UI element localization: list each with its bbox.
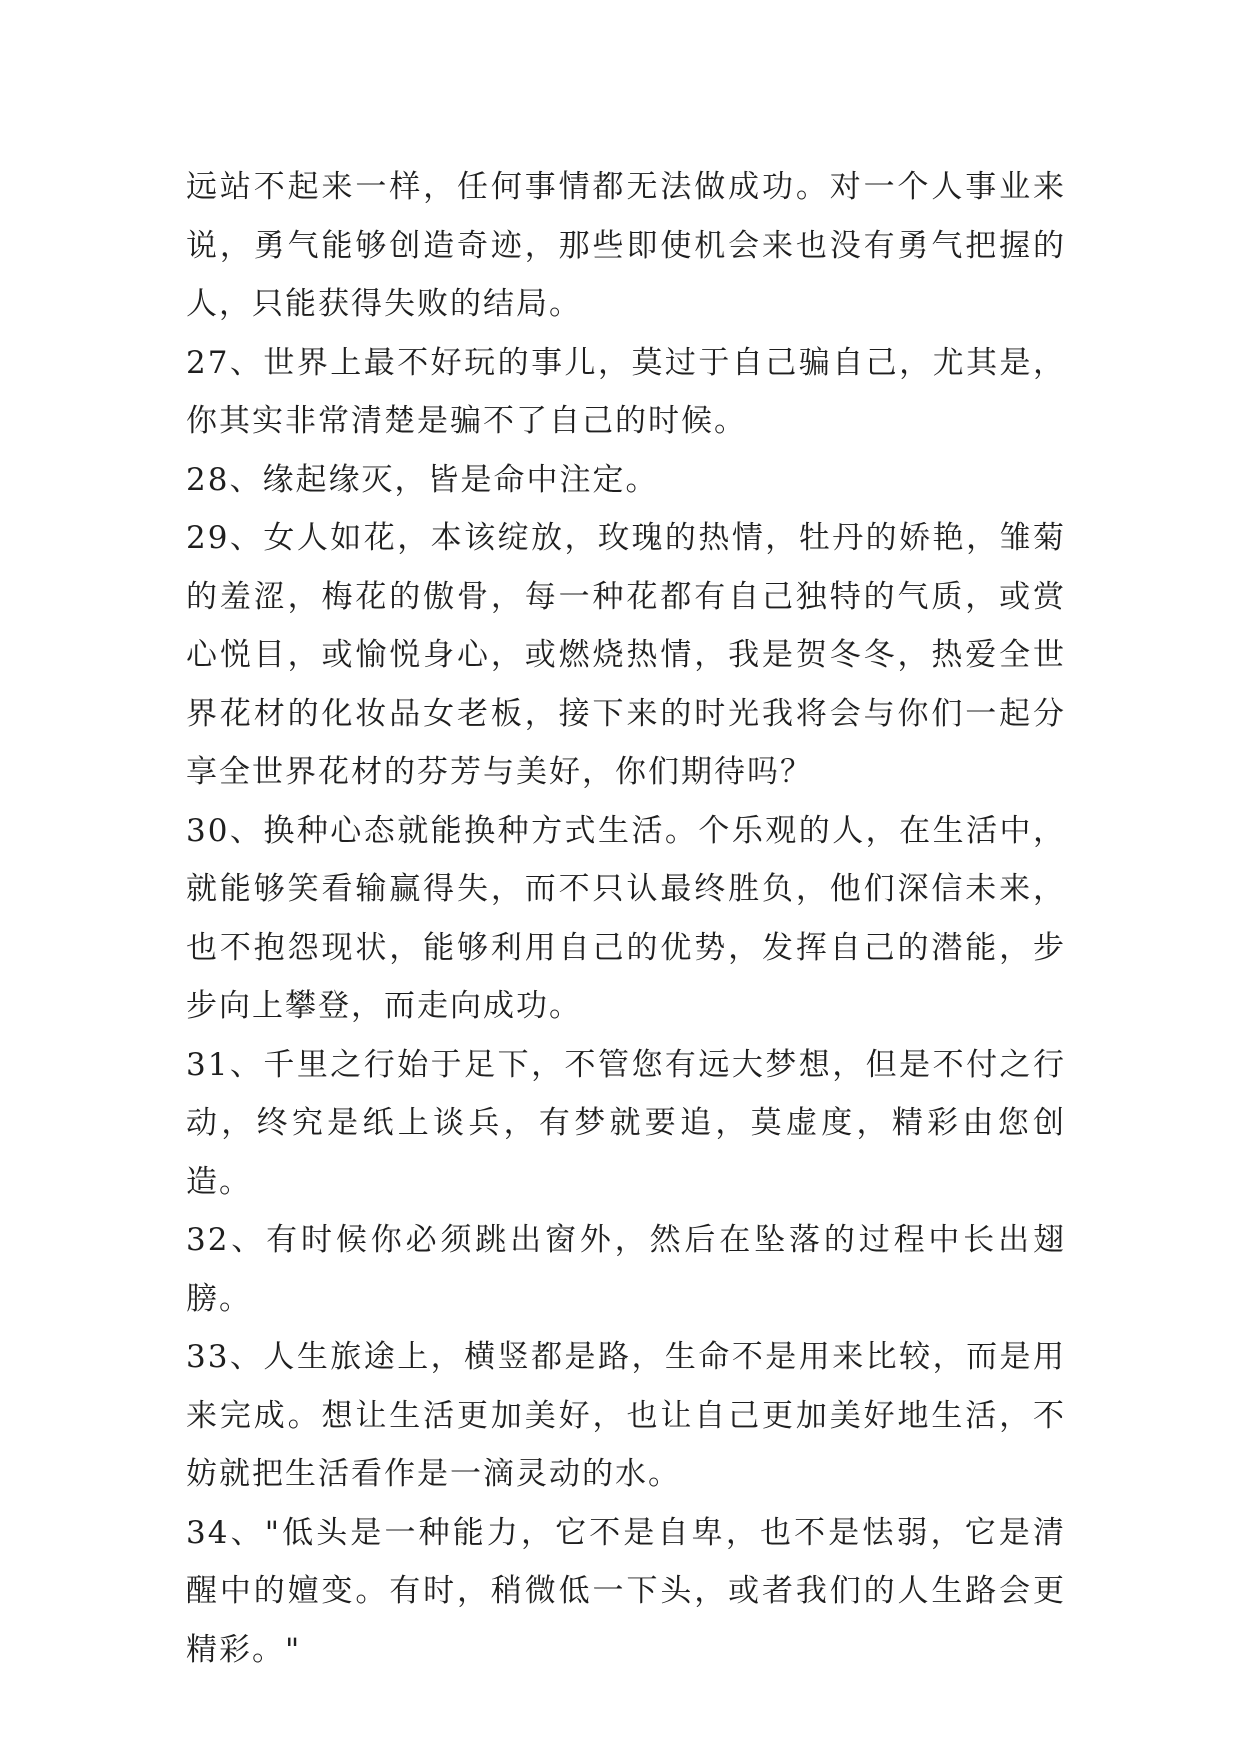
paragraph-continuation: 远站不起来一样，任何事情都无法做成功。对一个人事业来说，勇气能够创造奇迹，那些即使机会来也没有勇气把握的人，只能获得失败的结局。: [186, 169, 1066, 322]
paragraph-28: 28、缘起缘灭，皆是命中注定。: [186, 461, 659, 498]
paragraph-31: 31、千里之行始于足下，不管您有远大梦想，但是不付之行动，终究是纸上谈兵，有梦就要追，莫虚度，精彩由您创造。: [186, 1046, 1066, 1200]
paragraph-29: 29、女人如花，本该绽放，玫瑰的热情，牡丹的娇艳，雏菊的羞涩，梅花的傲骨，每一种花都有自己独特的气质，或赏心悦目，或愉悦身心，或燃烧热情，我是贺冬冬，热爱全世界花材的化妆品女老板，接下来的时光我将会与你们一起分享全世界花材的芬芳与美好，你们期待吗？: [186, 520, 1066, 790]
paragraph-32: 32、有时候你必须跳出窗外，然后在坠落的过程中长出翅膀。: [186, 1222, 1066, 1317]
document-body: [186, 158, 1066, 1679]
paragraph-33: 33、人生旅途上，横竖都是路，生命不是用来比较，而是用来完成。想让生活更加美好，也让自己更加美好地生活，不妨就把生活看作是一滴灵动的水。: [186, 1339, 1066, 1492]
paragraph-30: 30、换种心态就能换种方式生活。个乐观的人，在生活中，就能够笑看输赢得失，而不只认最终胜负，他们深信未来，也不抱怨现状，能够利用自己的优势，发挥自己的潜能，步步向上攀登，而走向成功。: [186, 812, 1066, 1024]
paragraph-34: 34、"低头是一种能力，它不是自卑，也不是怯弱，它是清醒中的嬗变。有时，稍微低一下头，或者我们的人生路会更精彩。": [186, 1514, 1066, 1668]
paragraph-27: 27、世界上最不好玩的事儿，莫过于自己骗自己，尤其是，你其实非常清楚是骗不了自己的时候。: [186, 344, 1066, 439]
